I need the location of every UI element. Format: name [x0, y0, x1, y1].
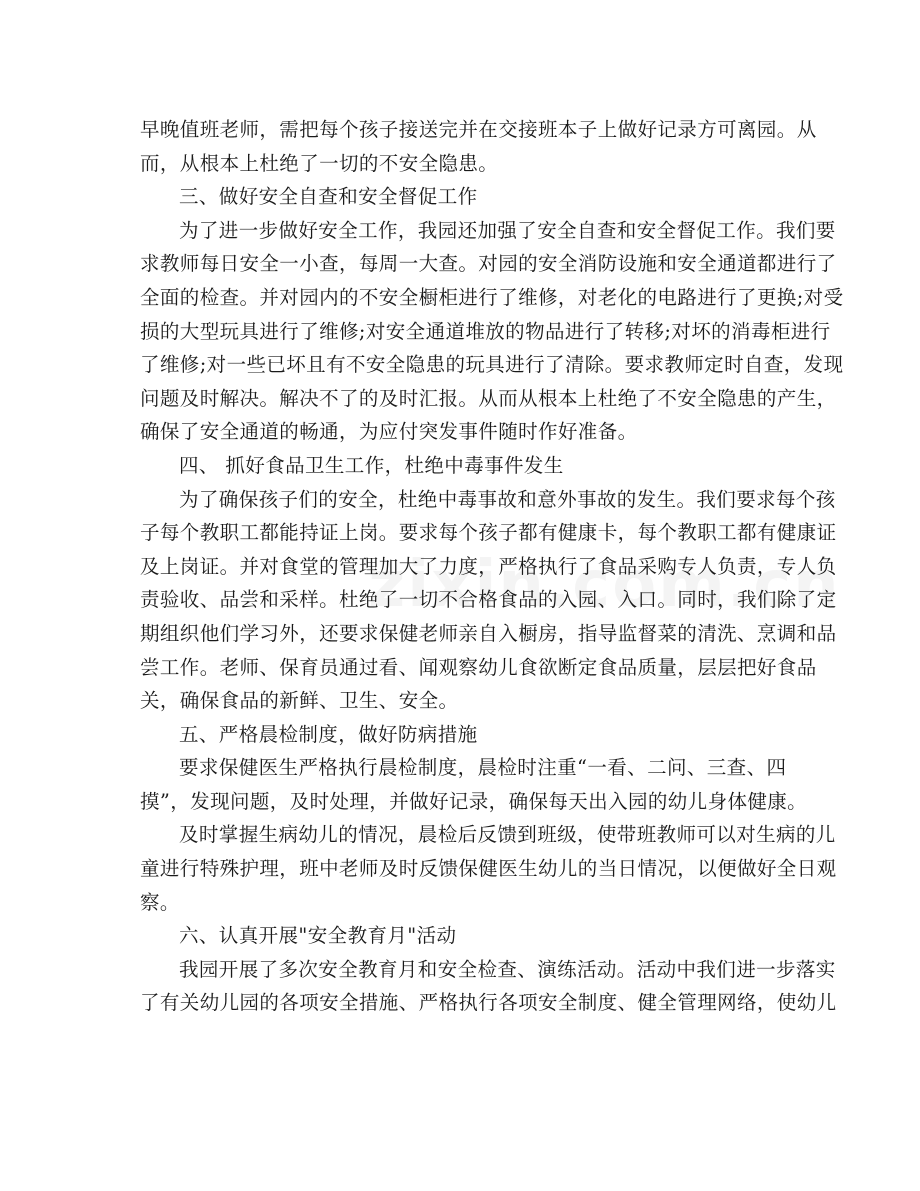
text-line: 为了进一步做好安全工作，我园还加强了安全自查和安全督促工作。我们要: [179, 218, 836, 242]
text-line: 三、做好安全自查和安全督促工作: [179, 185, 478, 209]
text-line: 早晚值班老师，需把每个孩子接送完并在交接班本子上做好记录方可离园。从: [140, 118, 817, 141]
text-line: 要求保健医生严格执行晨检制度，晨检时注重“一看、二问、三查、四: [179, 756, 787, 780]
text-line: 五、严格晨检制度，做好防病措施: [179, 722, 478, 746]
text-line: 而，从根本上杜绝了一切的不安全隐患。: [140, 151, 499, 175]
text-line: 子每个教职工都能持证上岗。要求每个孩子都有健康卡，每个教职工都有健康证: [140, 521, 837, 545]
text-line: 了有关幼儿园的各项安全措施、严格执行各项安全制度、健全管理网络，使幼儿: [140, 991, 837, 1015]
text-line: 问题及时解决。解决不了的及时汇报。从而从根本上杜绝了不安全隐患的产生，: [140, 386, 837, 410]
text-line: 及上岗证。并对食堂的管理加大了力度，严格执行了食品采购专人负责，专人负: [140, 554, 837, 578]
text-line: 我园开展了多次安全教育月和安全检查、演练活动。活动中我们进一步落实: [179, 957, 836, 981]
text-line: 关，确保食品的新鲜、卫生、安全。: [140, 689, 459, 713]
document-body: [140, 113, 844, 1020]
text-line: 了维修;对一些已坏且有不安全隐患的玩具进行了清除。要求教师定时自查，发现: [140, 353, 844, 377]
text-line: 全面的检查。并对园内的不安全橱柜进行了维修，对老化的电路进行了更换;对受: [140, 285, 844, 309]
text-line: 期组织他们学习外，还要求保健老师亲自入橱房，指导监督菜的清洗、烹调和品: [140, 621, 837, 645]
text-line: 摸”，发现问题，及时处理，并做好记录，确保每天出入园的幼儿身体健康。: [140, 789, 808, 813]
text-line: 确保了安全通道的畅通，为应付突发事件随时作好准备。: [140, 420, 638, 444]
text-line: 及时掌握生病幼儿的情况，晨检后反馈到班级，使带班教师可以对生病的儿: [179, 823, 836, 847]
text-line: 损的大型玩具进行了维修;对安全通道堆放的物品进行了转移;对坏的消毒柜进行: [140, 319, 831, 343]
text-line: 察。: [140, 890, 180, 914]
text-line: 尝工作。老师、保育员通过看、闻观察幼儿食欲断定食品质量，层层把好食品: [140, 655, 817, 679]
text-line: 六、认真开展"安全教育月"活动: [179, 924, 457, 948]
text-line: 童进行特殊护理，班中老师及时反馈保健医生幼儿的当日情况，以便做好全日观: [140, 857, 837, 881]
text-line: 责验收、品尝和采样。杜绝了一切不合格食品的入园、入口。同时，我们除了定: [140, 588, 837, 612]
text-line: 四、 抓好食品卫生工作，杜绝中毒事件发生: [179, 453, 564, 477]
text-line: 为了确保孩子们的安全，杜绝中毒事故和意外事故的发生。我们要求每个孩: [179, 487, 836, 511]
text-line: 求教师每日安全一小查，每周一大查。对园的安全消防设施和安全通道都进行了: [140, 252, 837, 276]
